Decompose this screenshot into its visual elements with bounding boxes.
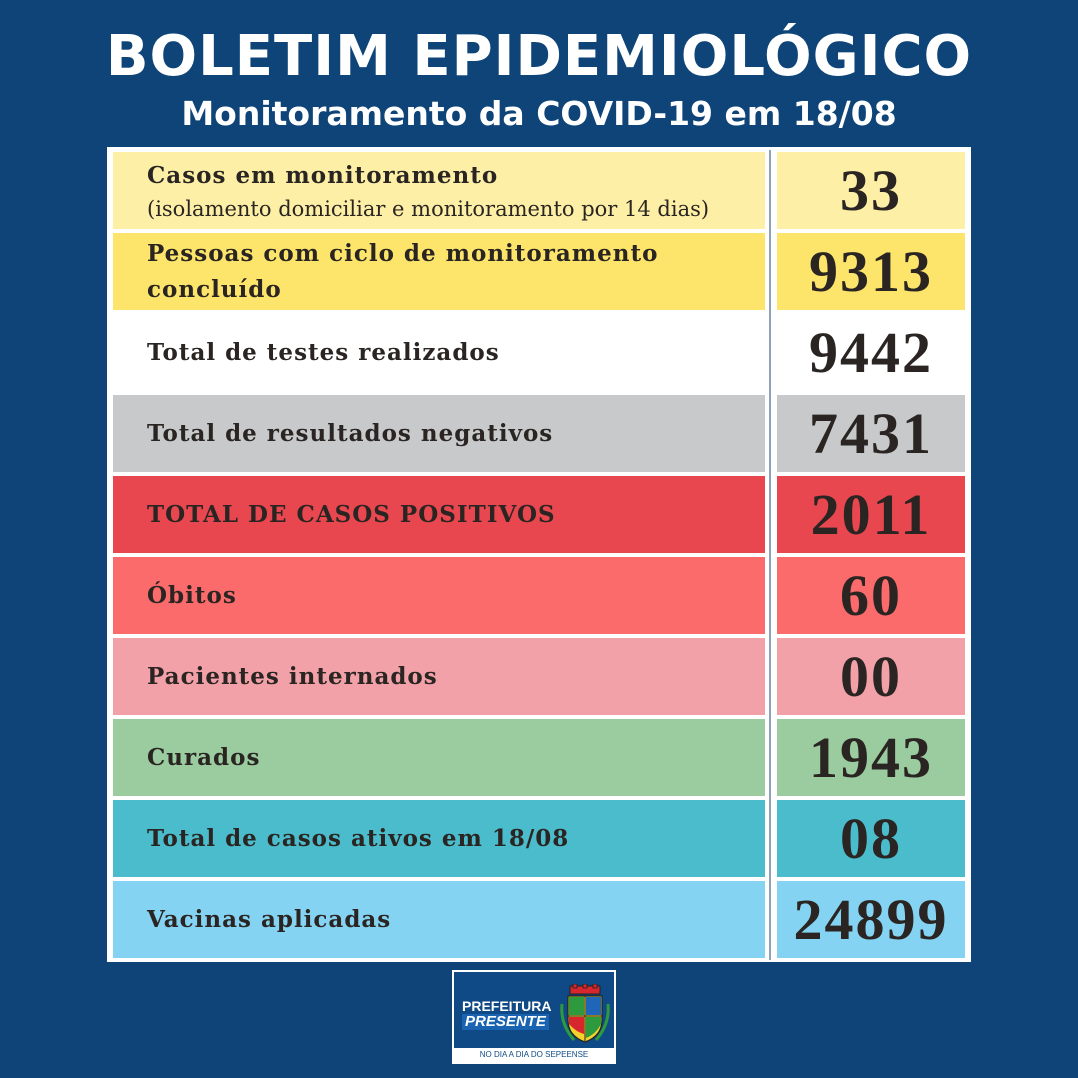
- row-ciclo-concluido: [107, 233, 971, 310]
- row-sublabel: concluído: [147, 275, 282, 303]
- row-label: Pessoas com ciclo de monitoramento: [147, 239, 659, 267]
- row-value: 60: [777, 557, 965, 634]
- row-label: Pacientes internados: [147, 662, 438, 690]
- row-label-cell: [113, 881, 765, 958]
- row-value: 08: [777, 800, 965, 877]
- row-label-cell: [113, 152, 765, 229]
- row-value: 24899: [777, 881, 965, 958]
- row-label-cell: [113, 638, 765, 715]
- logo-line1: PREFEITURA: [462, 998, 552, 1014]
- row-casos-ativos: [107, 800, 971, 877]
- row-sublabel: (isolamento domiciliar e monitoramento por 14 dias): [147, 196, 710, 221]
- bulletin-table: [107, 147, 971, 962]
- page-subtitle: Monitoramento da COVID-19 em 18/08: [181, 94, 897, 133]
- row-label: TOTAL DE CASOS POSITIVOS: [147, 500, 556, 528]
- row-label: Vacinas aplicadas: [147, 905, 392, 933]
- coat-of-arms-icon: [560, 984, 610, 1046]
- row-resultados-negativos: [107, 395, 971, 472]
- row-value: 33: [777, 152, 965, 229]
- column-divider: [769, 150, 771, 960]
- row-obitos: [107, 557, 971, 634]
- logo-tagline: NO DIA A DIA DO SEPEENSE: [454, 1048, 614, 1062]
- row-label: Total de resultados negativos: [147, 419, 554, 447]
- row-value: 9313: [777, 233, 965, 310]
- row-label: Óbitos: [147, 581, 237, 609]
- row-label: Total de testes realizados: [147, 338, 500, 366]
- row-label-cell: [113, 476, 765, 553]
- page-title: BOLETIM EPIDEMIOLÓGICO: [105, 24, 973, 89]
- row-label-cell: [113, 557, 765, 634]
- row-label-cell: [113, 314, 765, 391]
- prefeitura-logo: [452, 970, 616, 1064]
- row-casos-positivos: [107, 476, 971, 553]
- row-casos-monitoramento: [107, 152, 971, 229]
- row-label-cell: [113, 233, 765, 310]
- row-label-cell: [113, 719, 765, 796]
- row-value: 1943: [777, 719, 965, 796]
- logo-line2: PRESENTE: [462, 1014, 549, 1030]
- row-testes-realizados: [107, 314, 971, 391]
- row-curados: [107, 719, 971, 796]
- row-value: 7431: [777, 395, 965, 472]
- row-label-cell: [113, 800, 765, 877]
- row-label: Total de casos ativos em 18/08: [147, 824, 570, 852]
- row-value: 2011: [777, 476, 965, 553]
- row-pacientes-internados: [107, 638, 971, 715]
- row-value: 9442: [777, 314, 965, 391]
- row-vacinas-aplicadas: [107, 881, 971, 958]
- row-label: Casos em monitoramento: [147, 161, 499, 189]
- row-label: Curados: [147, 743, 261, 771]
- row-value: 00: [777, 638, 965, 715]
- row-label-cell: [113, 395, 765, 472]
